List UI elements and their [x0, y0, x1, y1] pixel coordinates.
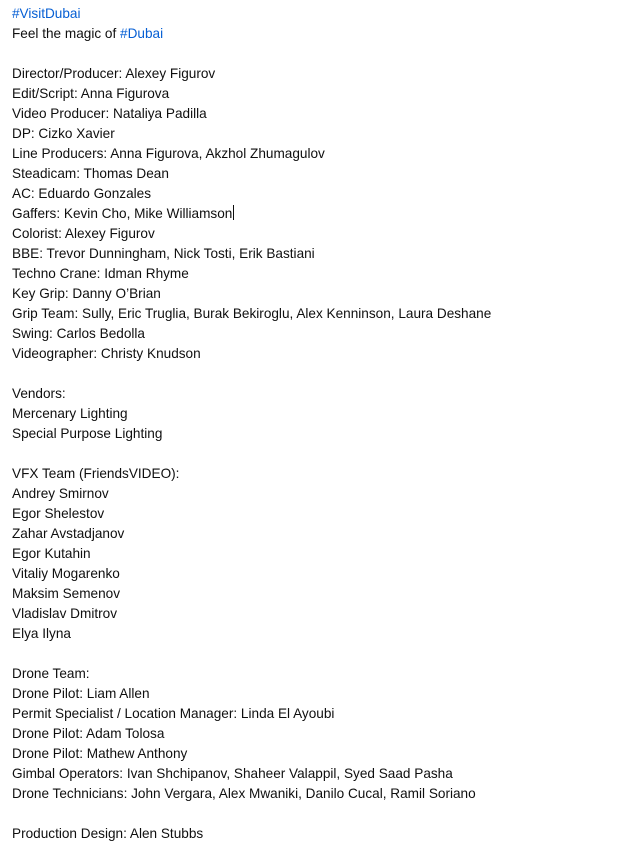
vfx-heading: VFX Team (FriendsVIDEO): — [12, 466, 180, 481]
vfx-member: Vitaliy Mogarenko — [12, 566, 120, 581]
vendors-heading: Vendors: — [12, 386, 66, 401]
spacer — [12, 804, 622, 824]
credit-line: AC: Eduardo Gonzales — [12, 186, 152, 201]
tagline-text: Feel the magic of — [12, 26, 121, 41]
drone-heading: Drone Team: — [12, 666, 90, 681]
drone-member: Drone Technicians: John Vergara, Alex Mwaniki, Danilo Cucal, Ramil Soriano — [12, 786, 476, 801]
video-description — [12, 4, 622, 844]
credit-line: Swing: Carlos Bedolla — [12, 326, 145, 341]
credit-line: Videographer: Christy Knudson — [12, 346, 201, 361]
spacer — [12, 644, 622, 664]
credit-line: Colorist: Alexey Figurov — [12, 226, 155, 241]
tagline — [12, 24, 622, 44]
credit-line: Key Grip: Danny O’Brian — [12, 286, 161, 301]
spacer — [12, 44, 622, 64]
credit-line: Steadicam: Thomas Dean — [12, 166, 169, 181]
vfx-member: Elya Ilyna — [12, 626, 71, 641]
credit-line: Director/Producer: Alexey Figurov — [12, 66, 216, 81]
credit-line: Techno Crane: Idman Rhyme — [12, 266, 189, 281]
vendor-item: Mercenary Lighting — [12, 406, 128, 421]
vendor-item: Special Purpose Lighting — [12, 426, 163, 441]
vfx-member: Andrey Smirnov — [12, 486, 109, 501]
credit-line: Edit/Script: Anna Figurova — [12, 86, 170, 101]
spacer — [12, 364, 622, 384]
credit-line: BBE: Trevor Dunningham, Nick Tosti, Erik Bastiani — [12, 246, 315, 261]
hashtag-line — [12, 4, 622, 24]
production-design: Production Design: Alen Stubbs — [12, 826, 204, 841]
vfx-member: Maksim Semenov — [12, 586, 121, 601]
credit-line: DP: Cizko Xavier — [12, 126, 115, 141]
drone-member: Drone Pilot: Adam Tolosa — [12, 726, 165, 741]
vfx-member: Egor Shelestov — [12, 506, 105, 521]
credit-text: Gaffers: Kevin Cho, Mike Williamson — [12, 206, 233, 221]
vfx-member: Zahar Avstadjanov — [12, 526, 125, 541]
hashtag-dubai[interactable]: #Dubai — [120, 26, 164, 41]
hashtag-visit-dubai[interactable]: #VisitDubai — [12, 6, 81, 21]
drone-member: Gimbal Operators: Ivan Shchipanov, Shaheer Valappil, Syed Saad Pasha — [12, 766, 453, 781]
drone-member: Drone Pilot: Liam Allen — [12, 686, 150, 701]
vfx-member: Vladislav Dmitrov — [12, 606, 117, 621]
credit-line: Line Producers: Anna Figurova, Akzhol Zhumagulov — [12, 146, 325, 161]
credit-line: Grip Team: Sully, Eric Truglia, Burak Bekiroglu, Alex Kenninson, Laura Deshane — [12, 306, 492, 321]
credit-line-gaffers[interactable] — [12, 204, 622, 224]
spacer — [12, 444, 622, 464]
vfx-member: Egor Kutahin — [12, 546, 91, 561]
drone-member: Permit Specialist / Location Manager: Linda El Ayoubi — [12, 706, 335, 721]
credit-line: Video Producer: Nataliya Padilla — [12, 106, 207, 121]
text-cursor — [233, 205, 234, 220]
drone-member: Drone Pilot: Mathew Anthony — [12, 746, 188, 761]
